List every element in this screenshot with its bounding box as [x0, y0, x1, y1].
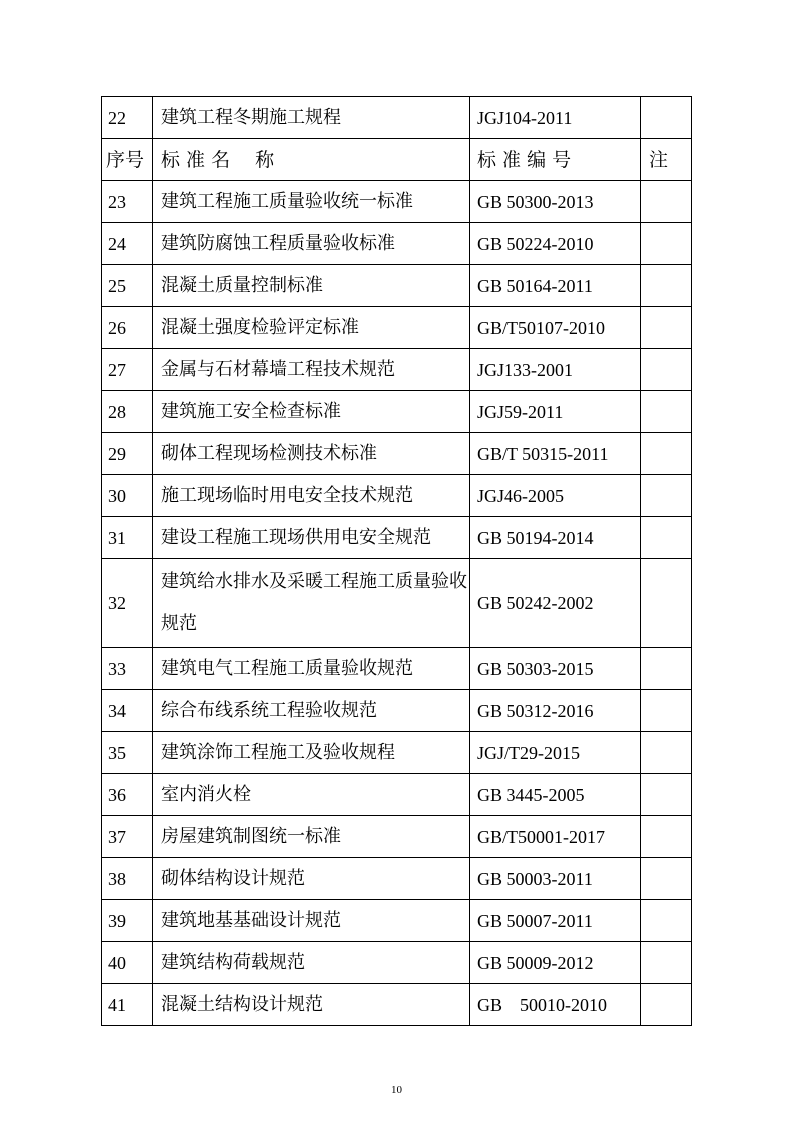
table-row [102, 307, 692, 349]
standard-note [641, 732, 692, 774]
standard-name: 室内消火栓 [153, 774, 470, 816]
standard-name: 施工现场临时用电安全技术规范 [153, 475, 470, 517]
header-name: 标 准 名 称 [153, 139, 470, 181]
row-number: 32 [102, 559, 153, 648]
standard-code: GB 3445-2005 [470, 774, 641, 816]
standard-name: 建筑施工安全检查标准 [153, 391, 470, 433]
table-row [102, 97, 692, 139]
standard-name: 混凝土质量控制标准 [153, 265, 470, 307]
standard-code: GB 50194-2014 [470, 517, 641, 559]
standard-name: 房屋建筑制图统一标准 [153, 816, 470, 858]
standard-note [641, 984, 692, 1026]
standard-code: GB/T50107-2010 [470, 307, 641, 349]
row-number: 33 [102, 648, 153, 690]
table-row [102, 690, 692, 732]
header-note: 注 [641, 139, 692, 181]
standard-note [641, 391, 692, 433]
page-number: 10 [391, 1084, 402, 1096]
table-header-row [102, 139, 692, 181]
standard-note [641, 307, 692, 349]
standard-code: GB/T50001-2017 [470, 816, 641, 858]
standard-code: JGJ46-2005 [470, 475, 641, 517]
row-number: 35 [102, 732, 153, 774]
table-row [102, 858, 692, 900]
table-row [102, 984, 692, 1026]
standard-name: 砌体结构设计规范 [153, 858, 470, 900]
row-number: 28 [102, 391, 153, 433]
row-number: 25 [102, 265, 153, 307]
standard-name: 综合布线系统工程验收规范 [153, 690, 470, 732]
row-number: 22 [102, 97, 153, 139]
row-number: 37 [102, 816, 153, 858]
standard-code: GB 50164-2011 [470, 265, 641, 307]
standard-code: GB/T 50315-2011 [470, 433, 641, 475]
table-row [102, 223, 692, 265]
standard-name: 建筑电气工程施工质量验收规范 [153, 648, 470, 690]
standard-note [641, 858, 692, 900]
header-code: 标 准 编 号 [470, 139, 641, 181]
standard-note [641, 475, 692, 517]
table-row [102, 265, 692, 307]
row-number: 23 [102, 181, 153, 223]
row-number: 40 [102, 942, 153, 984]
table-row [102, 816, 692, 858]
standard-code: GB 50003-2011 [470, 858, 641, 900]
standard-note [641, 559, 692, 648]
table-row [102, 774, 692, 816]
standard-name: 建筑地基基础设计规范 [153, 900, 470, 942]
row-number: 27 [102, 349, 153, 391]
standard-note [641, 97, 692, 139]
standard-name: 建筑给水排水及采暖工程施工质量验收规范 [153, 559, 470, 648]
table-row [102, 732, 692, 774]
standard-name: 砌体工程现场检测技术标准 [153, 433, 470, 475]
standard-name: 建筑工程冬期施工规程 [153, 97, 470, 139]
standard-code: JGJ104-2011 [470, 97, 641, 139]
standard-name: 建设工程施工现场供用电安全规范 [153, 517, 470, 559]
standard-name: 建筑结构荷载规范 [153, 942, 470, 984]
table-row [102, 559, 692, 648]
table-row [102, 349, 692, 391]
header-number: 序号 [102, 139, 153, 181]
row-number: 41 [102, 984, 153, 1026]
table-row [102, 648, 692, 690]
standard-code: JGJ/T29-2015 [470, 732, 641, 774]
row-number: 36 [102, 774, 153, 816]
table-row [102, 942, 692, 984]
standard-note [641, 816, 692, 858]
row-number: 34 [102, 690, 153, 732]
standards-table [101, 96, 692, 1026]
standard-code: GB 50300-2013 [470, 181, 641, 223]
standard-note [641, 648, 692, 690]
standard-note [641, 942, 692, 984]
table-row [102, 475, 692, 517]
standard-code: GB 50010-2010 [470, 984, 641, 1026]
table-row [102, 900, 692, 942]
standard-name: 金属与石材幕墙工程技术规范 [153, 349, 470, 391]
table-row [102, 181, 692, 223]
standard-note [641, 690, 692, 732]
standard-code: GB 50303-2015 [470, 648, 641, 690]
table-row [102, 517, 692, 559]
row-number: 39 [102, 900, 153, 942]
standard-note [641, 265, 692, 307]
standard-note [641, 223, 692, 265]
standard-code: GB 50312-2016 [470, 690, 641, 732]
standard-name: 混凝土强度检验评定标准 [153, 307, 470, 349]
standard-code: GB 50009-2012 [470, 942, 641, 984]
row-number: 31 [102, 517, 153, 559]
standard-note [641, 349, 692, 391]
row-number: 38 [102, 858, 153, 900]
standard-note [641, 774, 692, 816]
row-number: 30 [102, 475, 153, 517]
standard-code: GB 50224-2010 [470, 223, 641, 265]
standard-name: 建筑工程施工质量验收统一标准 [153, 181, 470, 223]
standard-name: 建筑涂饰工程施工及验收规程 [153, 732, 470, 774]
standard-note [641, 517, 692, 559]
standard-name: 混凝土结构设计规范 [153, 984, 470, 1026]
standard-name: 建筑防腐蚀工程质量验收标准 [153, 223, 470, 265]
row-number: 24 [102, 223, 153, 265]
standard-code: GB 50007-2011 [470, 900, 641, 942]
standard-code: JGJ59-2011 [470, 391, 641, 433]
standard-code: JGJ133-2001 [470, 349, 641, 391]
standard-note [641, 900, 692, 942]
standard-note [641, 181, 692, 223]
table-row [102, 391, 692, 433]
standard-note [641, 433, 692, 475]
table-row [102, 433, 692, 475]
row-number: 26 [102, 307, 153, 349]
row-number: 29 [102, 433, 153, 475]
standard-code: GB 50242-2002 [470, 559, 641, 648]
